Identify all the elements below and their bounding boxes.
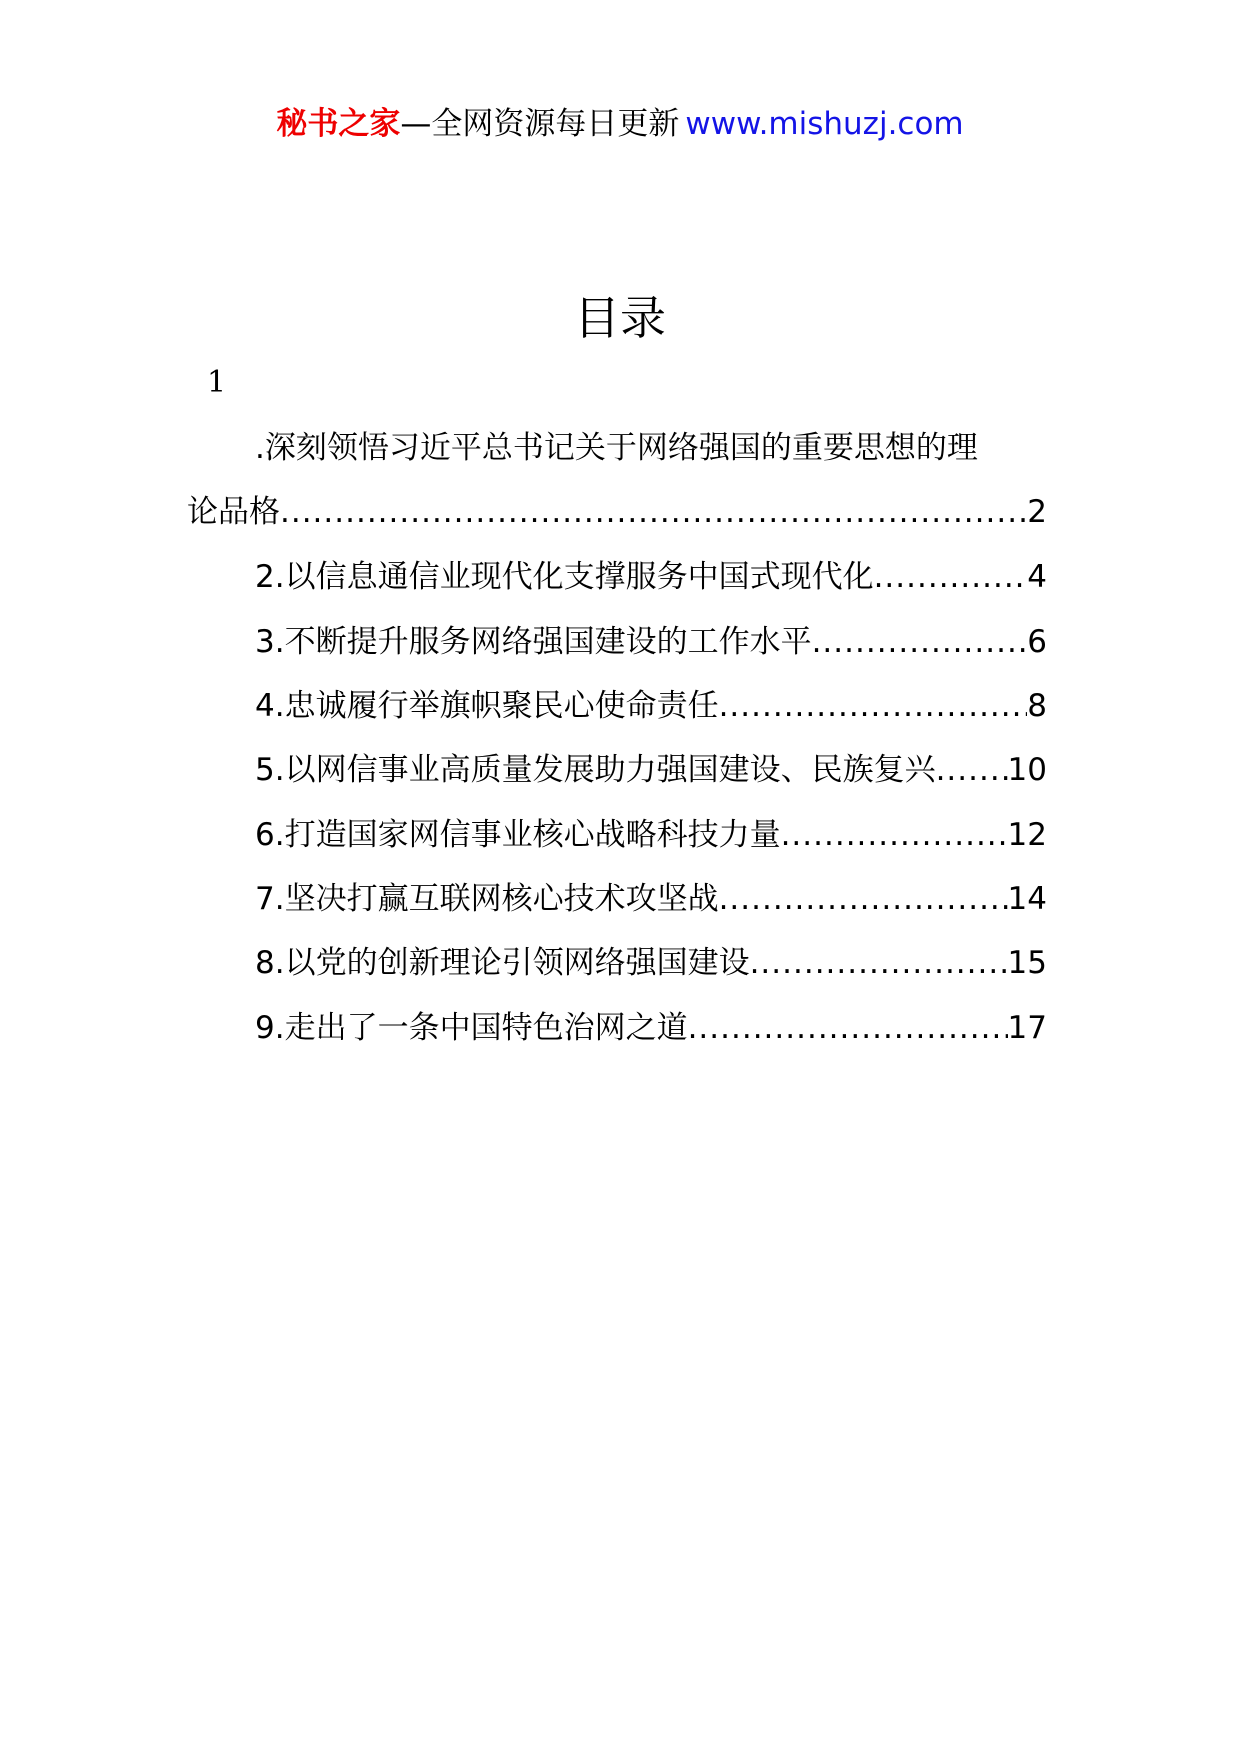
toc-entry-title: 3.不断提升服务网络强国建设的工作水平 <box>255 624 812 660</box>
brand-name: 秘书之家 <box>276 106 401 142</box>
toc-leader-dots <box>936 748 1008 792</box>
toc-leader-dots <box>719 877 1008 921</box>
toc-entry-3[interactable] <box>255 620 1047 664</box>
header-tagline: —全网资源每日更新 <box>400 106 680 142</box>
toc-entry-page: 10 <box>1007 752 1047 788</box>
toc-title: 目录 <box>574 291 666 345</box>
toc-entry-title: 6.打造国家网信事业核心战略科技力量 <box>255 817 781 853</box>
toc-entry-7[interactable] <box>255 877 1047 921</box>
toc-entry-title: 2.以信息通信业现代化支撑服务中国式现代化 <box>255 559 874 595</box>
stray-list-number: 1 <box>207 365 227 400</box>
toc-entry-title: 8.以党的创新理论引领网络强国建设 <box>255 945 750 981</box>
toc-entry-page: 12 <box>1007 817 1047 853</box>
website-link[interactable]: www.mishuzj.com <box>685 106 964 142</box>
toc-entry-title: 4.忠诚履行举旗帜聚民心使命责任 <box>255 688 719 724</box>
toc-leader-dots <box>280 490 1027 534</box>
toc-entry-page: 15 <box>1007 945 1047 981</box>
toc-entry-1-line2[interactable] <box>187 490 1047 534</box>
toc-leader-dots <box>812 620 1028 664</box>
toc-entry-title: 5.以网信事业高质量发展助力强国建设、民族复兴 <box>255 752 936 788</box>
toc-entry-1-line1[interactable]: .深刻领悟习近平总书记关于网络强国的重要思想的理 <box>255 430 978 466</box>
toc-entry-page: 6 <box>1027 624 1047 660</box>
toc-leader-dots <box>874 555 1028 599</box>
toc-entry-page: 14 <box>1007 881 1047 917</box>
toc-entry-page: 4 <box>1027 559 1047 595</box>
toc-entry-9[interactable] <box>255 1006 1047 1050</box>
toc-entry-page: 8 <box>1027 688 1047 724</box>
toc-entry-page: 2 <box>1027 494 1047 530</box>
toc-entry-8[interactable] <box>255 941 1047 985</box>
toc-entry-title: 9.走出了一条中国特色治网之道 <box>255 1010 688 1046</box>
toc-entry-title: 论品格 <box>187 494 280 530</box>
toc-entry-6[interactable] <box>255 813 1047 857</box>
toc-leader-dots <box>750 941 1008 985</box>
toc-entry-page: 17 <box>1007 1010 1047 1046</box>
toc-entry-title: 7.坚决打赢互联网核心技术攻坚战 <box>255 881 719 917</box>
toc-entry-5[interactable] <box>255 748 1047 792</box>
toc-entry-2[interactable] <box>255 555 1047 599</box>
toc-leader-dots <box>719 684 1028 728</box>
toc-entry-4[interactable] <box>255 684 1047 728</box>
toc-leader-dots <box>781 813 1008 857</box>
toc-leader-dots <box>688 1006 1008 1050</box>
